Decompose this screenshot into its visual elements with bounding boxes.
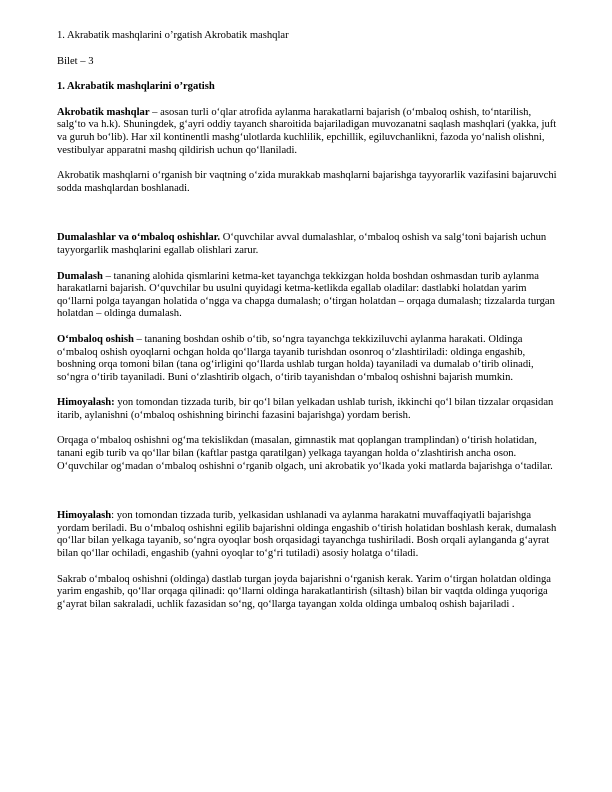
paragraph-4-term: Dumalash — [57, 270, 103, 282]
paragraph-1-text: – asosan turli o‘qlar atrofida aylanma harakatlarni bajarish (o‘mbaloq oshish, to‘ntarilish, salg‘to va h.k). Shuningdek, g‘ayri oddiy tayanch sharoitida bajariladigan muvozanatni saqlash mashqlari (yakka, juft va guruh bo‘lib). Har xil kontinentli mashg‘ulotlarda kuchlilik, epchillik, egiluvchanlikni, fazoda yo‘nalish olishni, vestibulyar apparatni mashq qildirish uchun qo‘llaniladi. — [57, 106, 557, 156]
paragraph-3-term: Dumalashlar va o‘mbaloq oshishlar. — [57, 232, 221, 244]
paragraph-3-text: O‘quvchilar avval dumalashlar, o‘mbaloq oshish va salg‘toni bajarish uchun tayyorgarlik mashqlarini egallab olishlari zarur. — [57, 232, 547, 256]
paragraph-3 — [57, 232, 562, 257]
paragraph-5-text: – tananing boshdan oshib o‘tib, so‘ngra tayanchga tekkiziluvchi aylanma harakati. Oldinga o‘mbaloq oshish oyoqlarni ochgan holda qo‘llarga tayanib turishdan osonroq o‘zlashtiriladi: oldinga engashib, boshning orqa tomoni bilan (tana og‘irligini qo‘llarda ushlab turgan holda) tayaniladi va dumalab o‘tirib olinadi, so‘ngra o‘tirib tayaniladi. Buni o‘zlashtirib olgach, o‘tirib tayanishdan o‘mbaloq oshishni bajarish mumkin. — [57, 333, 534, 383]
section-heading-text: 1. Akrabatik mashqlarini o’rgatish — [57, 81, 215, 93]
document-title-line: 1. Akrabatik mashqlarini o’rgatish Akrobatik mashqlar — [57, 30, 289, 41]
paragraph-6-term: Himoyalash: — [57, 397, 115, 409]
ticket-label: Bilet – 3 — [57, 55, 94, 67]
paragraph-8-text: : yon tomondan tizzada turib, yelkasidan ushlanadi va aylanma harakatni muvaffaqiyatli bajarishga yordam beriladi. Bu o‘mbaloq oshishni egilib bajarishni oldinga engashib o‘tirish holatidan boshlash kerak, dumalash qo‘llar bilan yelkaga tayanib, so‘ngra oyoqlar bosh orqasidagi tayanchga tushiriladi. Bosh orqali aylanganda g‘ayrat bilan qo‘llar ochiladi, engashib (yahni oyoqlar to‘g‘ri tutiladi) asosiy holatga o‘tiladi. — [57, 510, 557, 560]
paragraph-4 — [57, 271, 562, 321]
paragraph-7: Orqaga o‘mbaloq oshishni og‘ma tekislikdan (masalan, gimnastik mat qoplangan tramplindan) o‘tirish holatidan, tanani egib turib va qo‘llar bilan (kaftlar pastga qaratilgan) yelkaga tayangan holda o‘zlashtirish ancha oson. O‘quvchilar og‘madan o‘mbaloq oshishni o‘rganib olgach, uni akrobatik yo‘lkada yoki matlarda bajarishga o‘tadilar. — [57, 435, 553, 472]
paragraph-5-term: O‘mbaloq oshish — [57, 333, 134, 345]
paragraph-6-text: yon tomondan tizzada turib, bir qo‘l bilan yelkadan ushlab turish, ikkinchi qo‘l bilan tizzalar orqasidan itarib, aylanishni (o‘mbaloq oshishning birinchi fazasini bajarishga) yordam berish. — [57, 397, 554, 421]
section-heading — [57, 81, 562, 94]
paragraph-8 — [57, 510, 562, 560]
paragraph-4-text: – tananing alohida qismlarini ketma-ket tayanchga tekkizgan holda boshdan oshmasdan turib aylanma harakatlarni bajarish. O‘quvchilar bu usulni quyidagi ketma-ketlikda egallab oladilar: dastlabki holatdan yarim qo‘llarni polga tayangan holatida o‘ngga va chapga dumalash; o‘tirgan holatdan – orqaga dumalash; tizzalarda turgan holatdan – oldinga dumalash. — [57, 270, 555, 320]
paragraph-6 — [57, 397, 562, 422]
paragraph-1-term: Akrobatik mashqlar — [57, 106, 150, 118]
paragraph-9: Sakrab o‘mbaloq oshishni (oldinga) dastlab turgan joyda bajarishni o‘rganish kerak. Yarim o‘tirgan holatdan oldinga yarim engashib, qo‘llar orqaga qilinadi: qo‘llarni oldinga harakatlantirish (siltash) bilan bir vaqtda oldinga yuqoriga g‘ayrat bilan sakraladi, uchlik fazasidan so‘ng, qo‘llarga tayangan xolda oldinga umbaloq oshish bajariladi . — [57, 573, 551, 610]
paragraph-5 — [57, 334, 562, 384]
paragraph-1 — [57, 107, 562, 157]
paragraph-2: Akrobatik mashqlarni o‘rganish bir vaqtning o‘zida murakkab mashqlarni bajarishga tayyorarlik vazifasini bajaruvchi sodda mashqlardan boshlanadi. — [57, 170, 557, 194]
paragraph-8-term: Himoyalash — [57, 510, 112, 522]
